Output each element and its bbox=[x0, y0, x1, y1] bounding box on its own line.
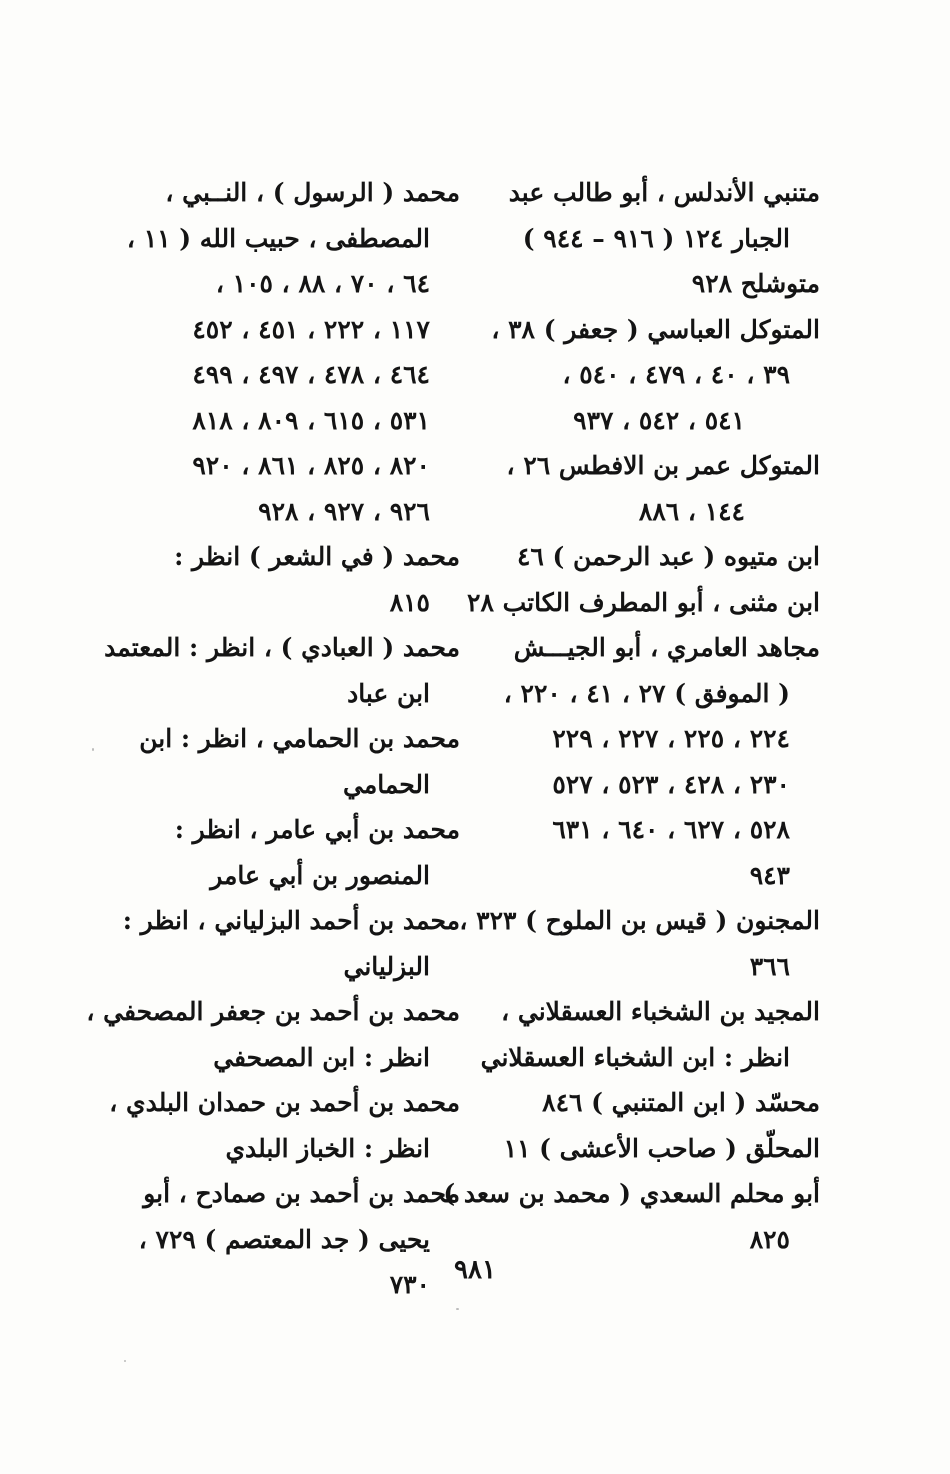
index-line: انظر : الخباز البلدي bbox=[225, 1133, 430, 1163]
index-line: محمد ( الرسول ) ، النــبي ، bbox=[165, 178, 460, 207]
index-line: ٤٦٤ ، ٤٧٨ ، ٤٩٧ ، ٤٩٩ bbox=[192, 360, 430, 389]
index-line: البزلياني bbox=[343, 951, 430, 981]
index-line: محمد ( في الشعر ) انظر : bbox=[174, 542, 460, 571]
index-line: ٢٢٤ ، ٢٢٥ ، ٢٢٧ ، ٢٢٩ bbox=[552, 724, 790, 753]
index-line: المصطفى ، حبيب الله ( ١١ ، bbox=[126, 223, 430, 253]
index-line: أبو محلم السعدي ( محمد بن سعد ) bbox=[443, 1179, 820, 1208]
index-line: ( الموفق ) ٢٧ ، ٤١ ، ٢٢٠ ، bbox=[503, 678, 790, 708]
index-line: ٣٦٦ bbox=[749, 951, 790, 981]
index-line: ٥٣١ ، ٦١٥ ، ٨٠٩ ، ٨١٨ bbox=[192, 405, 430, 435]
index-line: ٨٢٥ bbox=[749, 1224, 790, 1254]
index-line: ٨٢٠ ، ٨٢٥ ، ٨٦١ ، ٩٢٠ bbox=[192, 451, 430, 480]
index-line: يحيى ( جد المعتصم ) ٧٢٩ ، bbox=[138, 1224, 430, 1254]
index-line: محمد بن الحمامي ، انظر : ابن bbox=[139, 724, 460, 753]
index-line: الجبار ١٢٤ ( ٩١٦ – ٩٤٤ ) bbox=[522, 223, 790, 253]
index-line: ٩٤٣ bbox=[749, 860, 790, 890]
index-line: ١٤٤ ، ٨٨٦ bbox=[638, 496, 745, 526]
index-line: محمد بن أبي عامر ، انظر : bbox=[174, 815, 460, 844]
index-line: ٧٣٠ bbox=[389, 1270, 430, 1299]
paper-speck bbox=[92, 748, 94, 751]
index-line: ٥٢٨ ، ٦٢٧ ، ٦٤٠ ، ٦٣١ bbox=[552, 815, 790, 844]
index-line: محمد ( العبادي ) ، انظر : المعتمد bbox=[104, 633, 460, 662]
index-line: الحمامي bbox=[343, 769, 430, 799]
index-line: المجنون ( قيس بن الملوح ) ٣٢٣ ، bbox=[459, 906, 820, 935]
index-line: ابن متيوه ( عبد الرحمن ) ٤٦ bbox=[516, 542, 820, 571]
index-line: متنبي الأندلس ، أبو طالب عبد bbox=[508, 178, 820, 207]
index-line: المنصور بن أبي عامر bbox=[210, 860, 430, 890]
index-line: ١١٧ ، ٢٢٢ ، ٤٥١ ، ٤٥٢ bbox=[192, 314, 430, 344]
index-line: ٩٢٦ ، ٩٢٧ ، ٩٢٨ bbox=[258, 496, 430, 526]
index-line: انظر : ابن الشخباء العسقلاني bbox=[480, 1042, 790, 1072]
index-line: ٦٤ ، ٧٠ ، ٨٨ ، ١٠٥ ، bbox=[215, 269, 430, 298]
index-line: محمد بن أحمد بن حمدان البلدي ، bbox=[109, 1088, 460, 1117]
index-line: مجاهد العامري ، أبو الجيـــش bbox=[513, 633, 820, 662]
paper-speck bbox=[456, 1308, 459, 1310]
index-line: ٢٣٠ ، ٤٢٨ ، ٥٢٣ ، ٥٢٧ bbox=[552, 769, 790, 799]
index-line: ٨١٥ bbox=[389, 587, 430, 617]
index-line: محسّد ( ابن المتنبي ) ٨٤٦ bbox=[542, 1088, 820, 1117]
index-line: انظر : ابن المصحفي bbox=[213, 1042, 430, 1072]
index-line: ٣٩ ، ٤٠ ، ٤٧٩ ، ٥٤٠ ، bbox=[562, 360, 790, 389]
index-line: المتوكل عمر بن الافطس ٢٦ ، bbox=[506, 451, 820, 480]
index-line: المجيد بن الشخباء العسقلاني ، bbox=[501, 997, 820, 1026]
index-line: ابن عباد bbox=[347, 678, 430, 708]
page-number: ٩٨١ bbox=[454, 1255, 496, 1285]
index-line: متوشلح ٩٢٨ bbox=[691, 269, 820, 298]
index-line: محمد بن أحمد البزلياني ، انظر : bbox=[122, 906, 460, 935]
index-line: المحلّق ( صاحب الأعشى ) ١١ bbox=[503, 1133, 820, 1163]
index-column-left bbox=[86, 170, 460, 1308]
index-line: محمد بن أحمد بن جعفر المصحفي ، bbox=[86, 997, 460, 1026]
index-line: المتوكل العباسي ( جعفر ) ٣٨ ، bbox=[491, 314, 820, 344]
index-line: ٥٤١ ، ٥٤٢ ، ٩٣٧ bbox=[573, 405, 745, 435]
index-line: ابن مثنى ، أبو المطرف الكاتب ٢٨ bbox=[467, 587, 820, 617]
index-column-right bbox=[443, 170, 820, 1262]
paper-speck bbox=[124, 1360, 126, 1362]
index-line: محمد بن أحمد بن صمادح ، أبو bbox=[143, 1179, 460, 1208]
